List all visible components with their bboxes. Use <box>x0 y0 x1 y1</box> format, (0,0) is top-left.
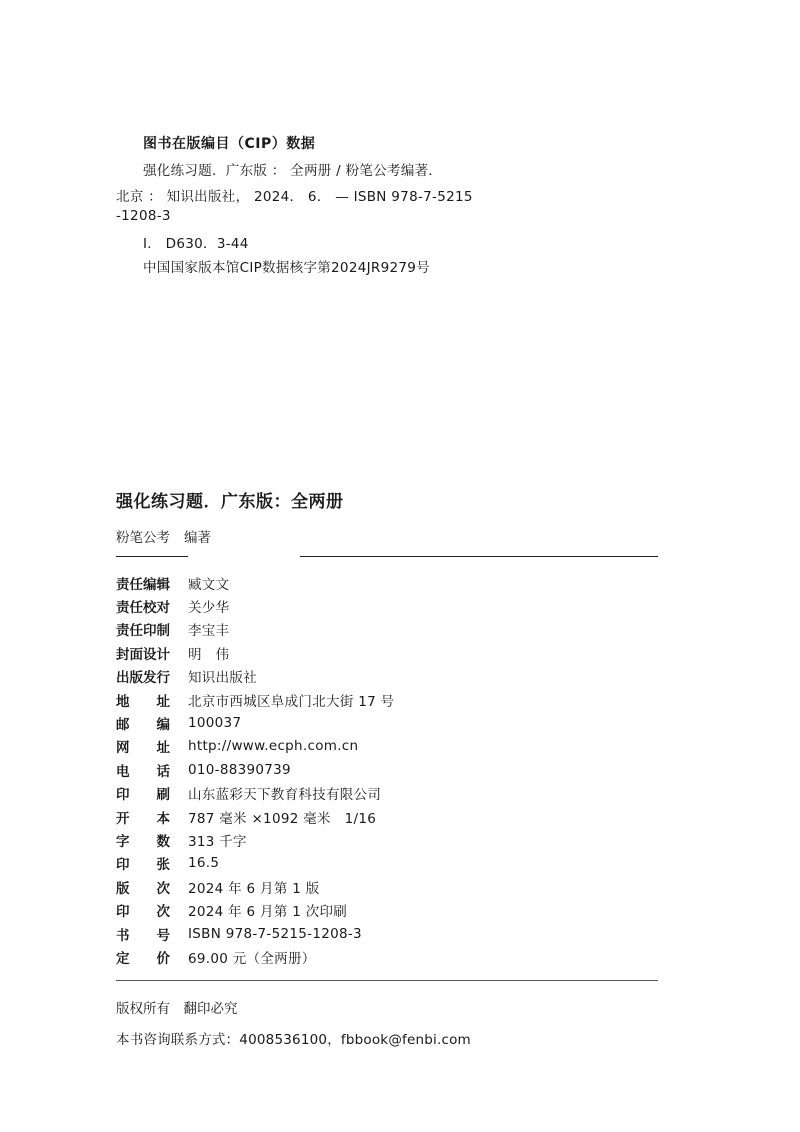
cip-line-5: 中国国家版本馆CIP数据核字第2024JR9279号 <box>143 260 430 276</box>
info-value: 知识出版社 <box>188 670 257 687</box>
info-row-postcode <box>116 711 394 734</box>
info-row-website <box>116 735 394 758</box>
author-name: 粉笔公考 <box>116 530 170 546</box>
info-row-sheets <box>116 852 394 875</box>
info-label: 责任编辑 <box>116 576 170 593</box>
info-row-isbn <box>116 922 394 945</box>
info-label: 封面设计 <box>116 646 170 663</box>
info-label: 印 张 <box>116 857 170 874</box>
info-label: 字 数 <box>116 833 170 850</box>
info-label: 印 次 <box>116 904 170 921</box>
info-value: 李宝丰 <box>188 623 230 640</box>
info-value: 16.5 <box>188 855 220 872</box>
info-row-cover-design <box>116 641 394 664</box>
info-row-edition <box>116 875 394 898</box>
info-value: ISBN 978-7-5215-1208-3 <box>188 925 362 942</box>
divider-long-top <box>300 556 658 557</box>
info-row-phone <box>116 758 394 781</box>
cip-line-3: -1208-3 <box>116 208 171 224</box>
info-row-format <box>116 805 394 828</box>
cip-title: 图书在版编目（CIP）数据 <box>143 136 316 152</box>
info-value: 北京市西城区阜成门北大街 17 号 <box>188 693 395 710</box>
info-row-word-count <box>116 828 394 851</box>
info-label: 电 话 <box>116 763 170 780</box>
info-label: 网 址 <box>116 740 170 757</box>
info-label: 地 址 <box>116 693 170 710</box>
info-label: 版 次 <box>116 880 170 897</box>
info-row-printer <box>116 782 394 805</box>
info-row-price <box>116 945 394 968</box>
info-value: 山东蓝彩天下教育科技有限公司 <box>188 787 382 804</box>
book-title: 强化练习题．广东版：全两册 <box>116 492 344 512</box>
info-row-printing-supervisor <box>116 618 394 641</box>
info-row-impression <box>116 898 394 921</box>
divider-bottom <box>116 980 658 981</box>
info-label: 定 价 <box>116 950 170 967</box>
info-value: 69.00 元（全两册） <box>188 950 316 967</box>
info-row-publisher <box>116 665 394 688</box>
copyright-notice: 版权所有 翻印必究 <box>116 1001 238 1017</box>
info-row-address <box>116 688 394 711</box>
info-value: 明 伟 <box>188 646 230 663</box>
cip-line-4: Ⅰ． D630．3-44 <box>143 236 249 252</box>
info-label: 开 本 <box>116 810 170 827</box>
cip-line-2: 北京 ： 知识出版社， 2024． 6． — ISBN 978-7-5215 <box>116 189 473 205</box>
info-value: 臧文文 <box>188 576 230 593</box>
cip-line-1: 强化练习题．广东版 ： 全两册 / 粉笔公考编著． <box>143 163 443 179</box>
divider-short-top <box>116 556 188 557</box>
author-role: 编著 <box>184 530 211 546</box>
info-label: 出版发行 <box>116 670 170 687</box>
author-line <box>116 526 225 546</box>
info-label: 邮 编 <box>116 717 170 734</box>
info-value: 关少华 <box>188 600 230 617</box>
info-label: 责任印制 <box>116 623 170 640</box>
info-label: 书 号 <box>116 927 170 944</box>
info-value: 313 千字 <box>188 833 247 850</box>
publication-info <box>116 571 394 969</box>
info-label: 印 刷 <box>116 787 170 804</box>
info-row-editor <box>116 571 394 594</box>
info-value: 2024 年 6 月第 1 次印刷 <box>188 904 348 921</box>
info-value: 100037 <box>188 715 242 732</box>
info-value: 2024 年 6 月第 1 版 <box>188 880 320 897</box>
info-value: http://www.ecph.com.cn <box>188 738 359 755</box>
info-value: 010-88390739 <box>188 761 291 778</box>
info-value: 787 毫米 ×1092 毫米 1/16 <box>188 810 377 827</box>
info-label: 责任校对 <box>116 600 170 617</box>
info-row-proofreader <box>116 594 394 617</box>
contact-info: 本书咨询联系方式：4008536100，fbbook@fenbi.com <box>116 1032 471 1048</box>
